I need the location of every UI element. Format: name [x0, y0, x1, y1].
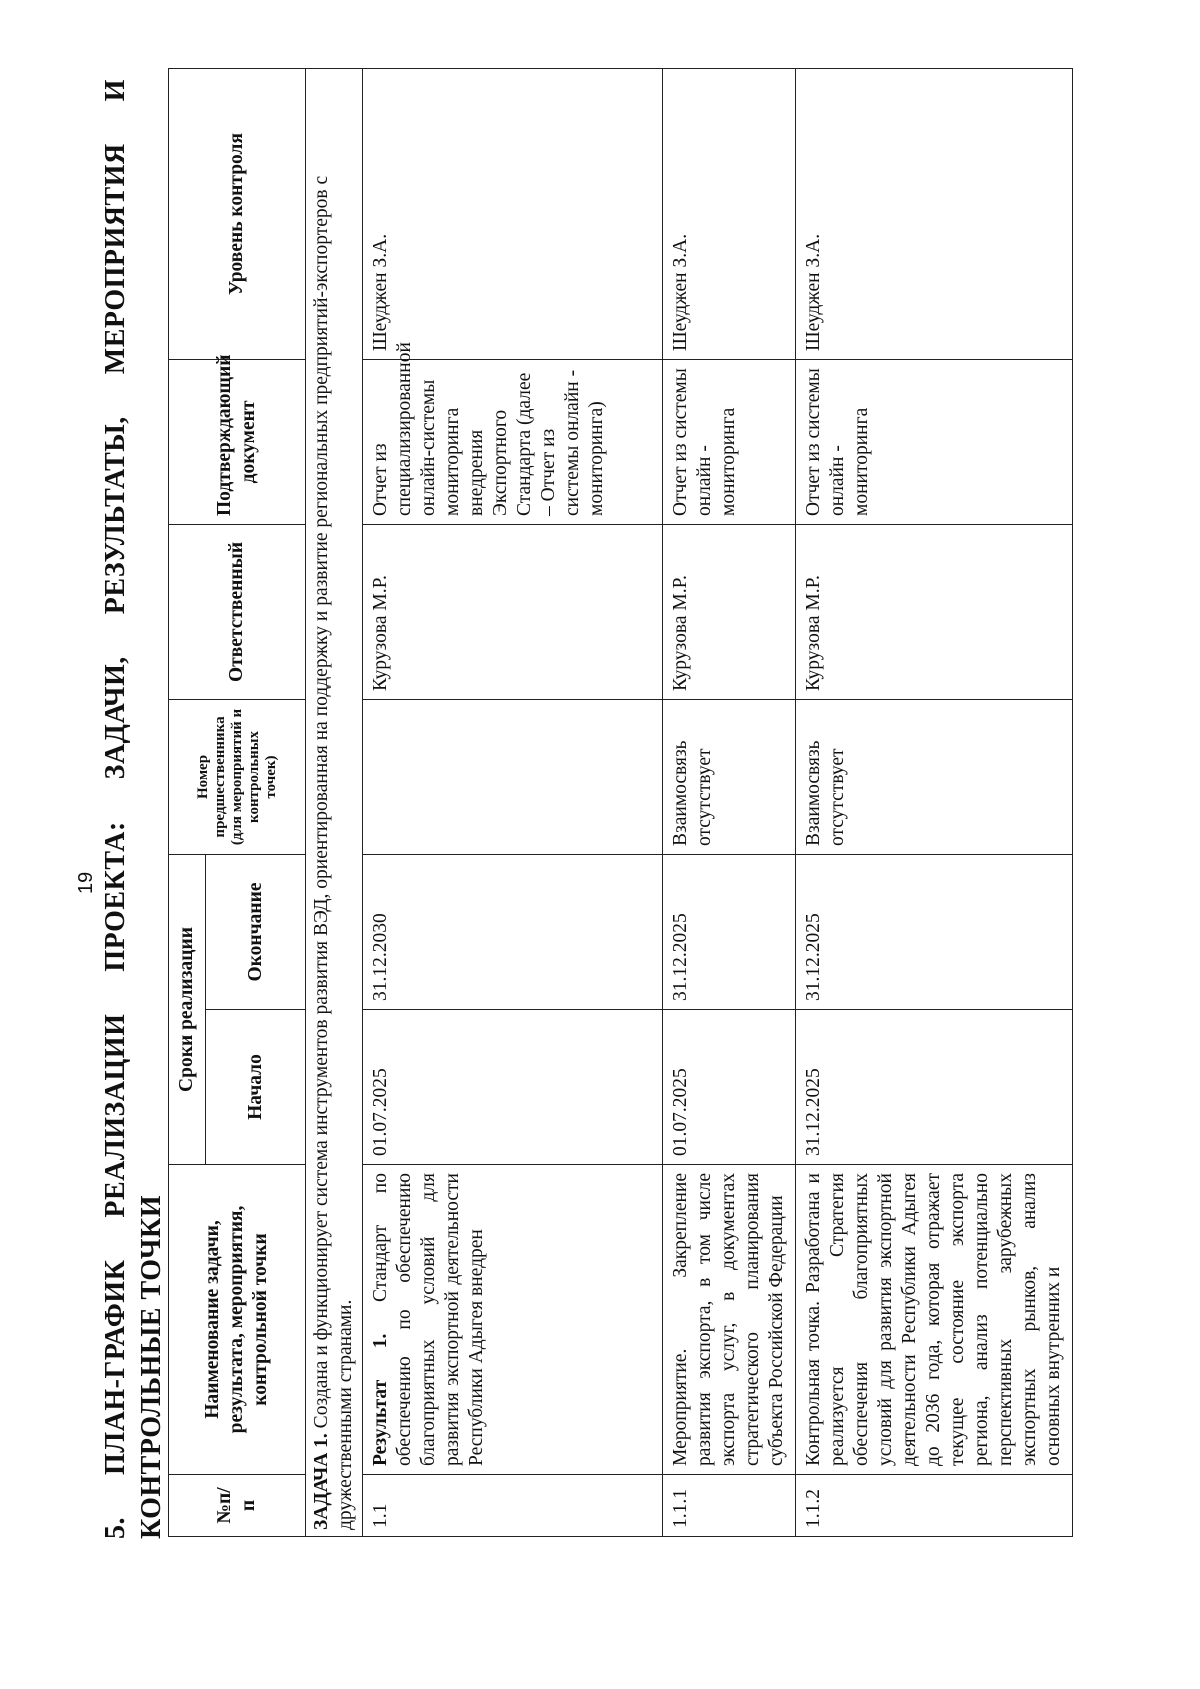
task-cell	[306, 68, 363, 1536]
cell-start: 31.12.2025	[796, 1010, 1073, 1165]
header-document: Подтверждающий документ	[169, 359, 306, 524]
header-terms: Сроки реализации	[169, 854, 206, 1164]
cell-predecessor	[363, 699, 663, 854]
cell-level: Шеуджен З.А.	[796, 68, 1073, 359]
schedule-table	[168, 68, 1073, 1537]
task-label: ЗАДАЧА 1.	[311, 1433, 332, 1530]
heading-word: ПЛАН-ГРАФИК	[100, 1259, 131, 1475]
task-row	[306, 68, 363, 1536]
section-heading	[98, 79, 170, 1539]
cell-responsible: Курузова М.Р.	[363, 524, 663, 699]
table-row	[796, 68, 1073, 1536]
table-row	[363, 68, 663, 1536]
cell-num: 1.1	[363, 1475, 663, 1537]
cell-start: 01.07.2025	[363, 1010, 663, 1165]
cell-name	[796, 1165, 1073, 1475]
cell-level: Шеуджен З.А.	[663, 68, 796, 359]
cell-name-text: Стандарт по обеспечению по обеспечению благоприятных условий для развития экспортной деятельности Республики Адыгея внедрен	[370, 1173, 487, 1466]
cell-name	[663, 1165, 796, 1475]
cell-document: Отчет из специализированной онлайн-системы мониторинга внедрения Экспортного Стандарта (далее – Отчет из системы онлайн - мониторинга)	[363, 359, 663, 524]
cell-document: Отчет из системы онлайн - мониторинга	[796, 359, 1073, 524]
cell-predecessor: Взаимосвязь отсутствует	[796, 699, 1073, 854]
table-row	[663, 68, 796, 1536]
heading-word: РЕЗУЛЬТАТЫ,	[100, 416, 131, 615]
cell-end: 31.12.2025	[663, 854, 796, 1009]
cell-name	[363, 1165, 663, 1475]
heading-word: И	[100, 79, 131, 102]
cell-level: Шеуджен З.А.	[363, 68, 663, 359]
cell-responsible: Курузова М.Р.	[663, 524, 796, 699]
cell-name-text: Контрольная точка. Разработана и реализуется Стратегия обеспечения благоприятных условий для развития экспортной деятельности Республики Адыгея до 2036 года, которая отражает текущее состояние экспорта региона, анализ потенциально перспективных зарубежных экспортных рынков, анализ основных внутренних и	[803, 1173, 1064, 1466]
header-num: №п/п	[169, 1475, 306, 1537]
header-end: Окончание	[206, 854, 306, 1009]
heading-word: РЕАЛИЗАЦИИ	[100, 1013, 131, 1218]
task-text: Создана и функционирует система инструментов развития ВЭД, ориентированная на поддержку и развитие региональных предприятий-экспортеров с дружественными странами.	[311, 175, 356, 1530]
heading-word: 5.	[100, 1517, 131, 1539]
heading-word: ЗАДАЧИ,	[100, 656, 131, 780]
page-number: 19	[75, 871, 97, 894]
cell-name-text: Мероприятие. Закрепление развития экспорта, в том числе экспорта услуг, в документах стратегического планирования субъекта Российской Федерации	[670, 1173, 787, 1466]
cell-end: 31.12.2030	[363, 854, 663, 1009]
cell-start: 01.07.2025	[663, 1010, 796, 1165]
header-start: Начало	[206, 1010, 306, 1165]
header-name: Наименование задачи, результата, мероприятия, контрольной точки	[169, 1165, 306, 1475]
cell-responsible: Курузова М.Р.	[796, 524, 1073, 699]
heading-word: МЕРОПРИЯТИЯ	[100, 143, 131, 375]
cell-end: 31.12.2025	[796, 854, 1073, 1009]
header-row	[169, 68, 206, 1536]
heading-line-2: КОНТРОЛЬНЫЕ ТОЧКИ	[136, 1194, 167, 1539]
header-responsible: Ответственный	[169, 524, 306, 699]
cell-name-bold: Результат 1.	[370, 1333, 391, 1466]
heading-word: ПРОЕКТА:	[100, 821, 131, 972]
cell-num: 1.1.2	[796, 1475, 1073, 1537]
cell-predecessor: Взаимосвязь отсутствует	[663, 699, 796, 854]
header-predecessor: Номер предшественника (для мероприятий и контрольных точек)	[169, 699, 306, 854]
cell-num: 1.1.1	[663, 1475, 796, 1537]
header-level: Уровень контроля	[169, 68, 306, 359]
cell-document: Отчет из системы онлайн - мониторинга	[663, 359, 796, 524]
